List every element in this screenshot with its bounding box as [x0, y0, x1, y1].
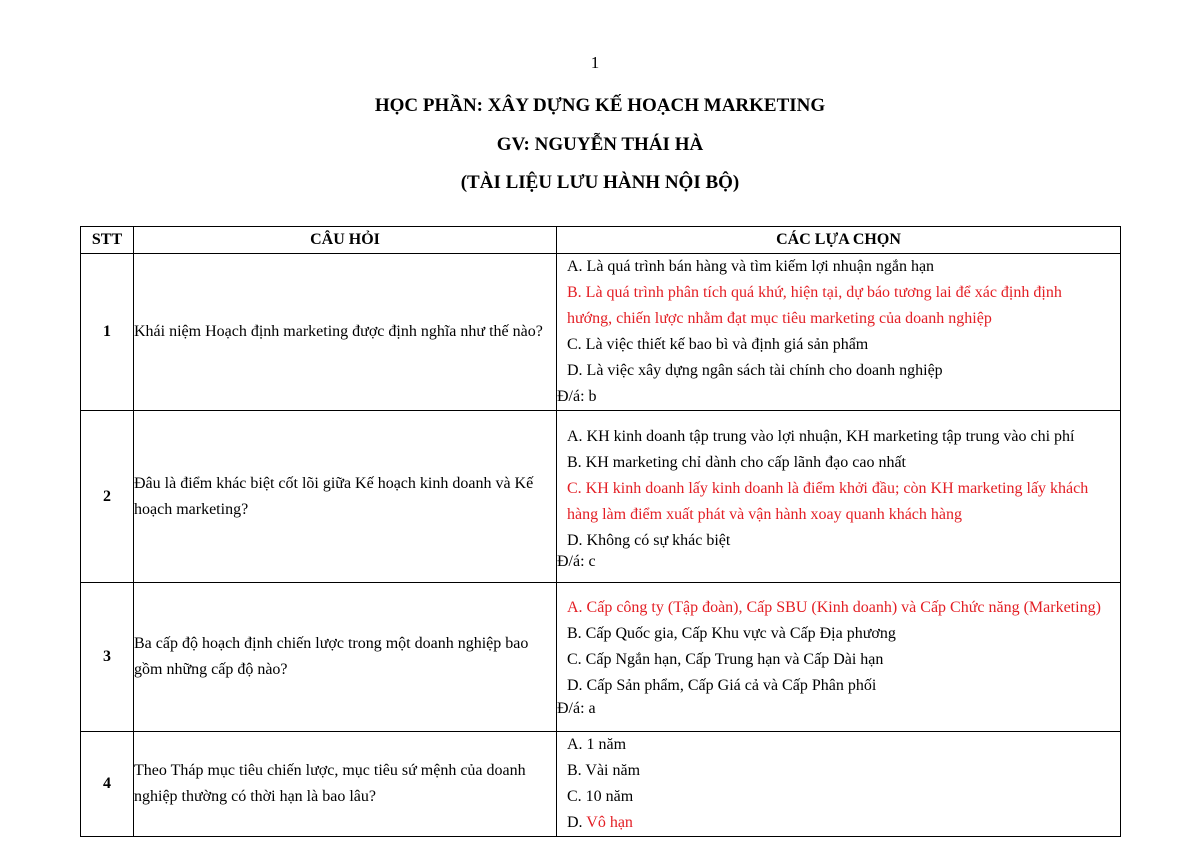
column-header-stt: STT: [81, 227, 134, 254]
table-header-row: [81, 227, 1121, 254]
question-text: Khái niệm Hoạch định marketing được định nghĩa như thế nào?: [134, 254, 557, 411]
table-row: [81, 583, 1121, 732]
options-cell: [557, 583, 1121, 732]
options-cell: [557, 411, 1121, 583]
options-cell: [557, 732, 1121, 837]
option-d: D. Không có sự khác biệt: [567, 531, 731, 549]
column-header-question: CÂU HỎI: [134, 227, 557, 254]
option-a: A. Là quá trình bán hàng và tìm kiếm lợi nhuận ngắn hạn: [567, 258, 935, 275]
column-header-options: CÁC LỰA CHỌN: [557, 227, 1121, 254]
option-c: C. Là việc thiết kế bao bì và định giá sản phẩm: [567, 336, 869, 353]
option-b: B. Cấp Quốc gia, Cấp Khu vực và Cấp Địa phương: [567, 625, 896, 642]
question-table: [80, 226, 1121, 837]
question-text: Theo Tháp mục tiêu chiến lược, mục tiêu sứ mệnh của doanh nghiệp thường có thời hạn là bao lâu?: [134, 732, 557, 837]
option-c: C. 10 năm: [567, 788, 634, 805]
row-number: 3: [81, 583, 134, 732]
options-cell: [557, 254, 1121, 411]
answer-key: Đ/á: b: [557, 388, 597, 405]
option-b: B. KH marketing chỉ dành cho cấp lãnh đạo cao nhất: [567, 453, 906, 471]
question-text: Ba cấp độ hoạch định chiến lược trong một doanh nghiệp bao gồm những cấp độ nào?: [134, 583, 557, 732]
option-b-correct: B. Là quá trình phân tích quá khứ, hiện tại, dự báo tương lai để xác định định hướng, chiến lược nhằm đạt mục tiêu marketing của doanh nghiệp: [567, 284, 1062, 327]
option-c-correct: C. KH kinh doanh lấy kinh doanh là điểm khởi đầu; còn KH marketing lấy khách hàng làm điểm xuất phát và vận hành xoay quanh khách hàng: [567, 479, 1089, 523]
course-title: HỌC PHẦN: XÂY DỰNG KẾ HOẠCH MARKETING: [374, 95, 826, 116]
option-a: A. 1 năm: [567, 736, 627, 753]
option-d: D. Là việc xây dựng ngân sách tài chính cho doanh nghiệp: [567, 362, 943, 379]
lecturer-name: GV: NGUYỄN THÁI HÀ: [496, 134, 704, 155]
option-d-correct-text: Vô hạn: [586, 814, 633, 831]
option-d: [557, 810, 1120, 836]
option-a: A. KH kinh doanh tập trung vào lợi nhuận, KH marketing tập trung vào chi phí: [567, 427, 1075, 445]
option-d-letter: D.: [567, 814, 587, 831]
question-text: Đâu là điểm khác biệt cốt lõi giữa Kế hoạch kinh doanh và Kế hoạch marketing?: [134, 411, 557, 583]
row-number: 1: [81, 254, 134, 411]
answer-key: Đ/á: c: [557, 552, 596, 570]
answer-key: Đ/á: a: [557, 700, 596, 717]
table-row: [81, 254, 1121, 411]
option-c: C. Cấp Ngắn hạn, Cấp Trung hạn và Cấp Dài hạn: [567, 651, 884, 668]
document-note: (TÀI LIỆU LƯU HÀNH NỘI BỘ): [460, 172, 740, 193]
option-a-correct: A. Cấp công ty (Tập đoàn), Cấp SBU (Kinh doanh) và Cấp Chức năng (Marketing): [567, 599, 1101, 616]
option-b: B. Vài năm: [567, 762, 641, 779]
option-d: D. Cấp Sản phẩm, Cấp Giá cả và Cấp Phân phối: [567, 677, 877, 694]
row-number: 2: [81, 411, 134, 583]
table-row: [81, 732, 1121, 837]
table-row: [81, 411, 1121, 583]
page-number: 1: [590, 53, 600, 72]
row-number: 4: [81, 732, 134, 837]
